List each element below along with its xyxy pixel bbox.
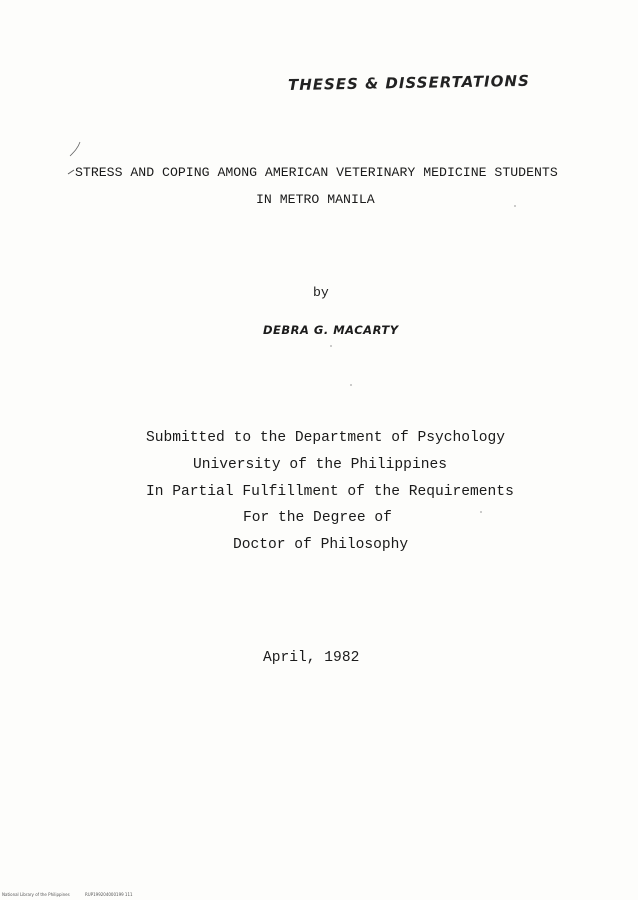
submission-fulfillment: In Partial Fulfillment of the Requirements <box>146 484 514 500</box>
theses-dissertations-stamp: THESES & DISSERTATIONS <box>287 71 530 95</box>
footer-library: National Library of the Philippines <box>2 892 70 897</box>
author-name: DEBRA G. MACARTY <box>263 323 399 337</box>
scan-footer <box>2 892 147 897</box>
submission-degree-label: For the Degree of <box>243 510 392 526</box>
submission-degree-name: Doctor of Philosophy <box>233 537 409 553</box>
scan-speck <box>350 384 352 386</box>
footer-code: RUP199204000199 111 <box>85 892 133 897</box>
submission-university: University of the Philippines <box>193 457 447 473</box>
thesis-title-line-1: STRESS AND COPING AMONG AMERICAN VETERINARY MEDICINE STUDENTS <box>75 165 558 180</box>
thesis-title-line-2: IN METRO MANILA <box>256 192 375 207</box>
by-label: by <box>313 285 329 300</box>
scan-speck <box>330 345 332 347</box>
submission-date: April, 1982 <box>263 650 360 666</box>
scan-speck <box>480 511 482 513</box>
submission-department: Submitted to the Department of Psychology <box>146 430 506 446</box>
scan-speck <box>514 205 516 207</box>
